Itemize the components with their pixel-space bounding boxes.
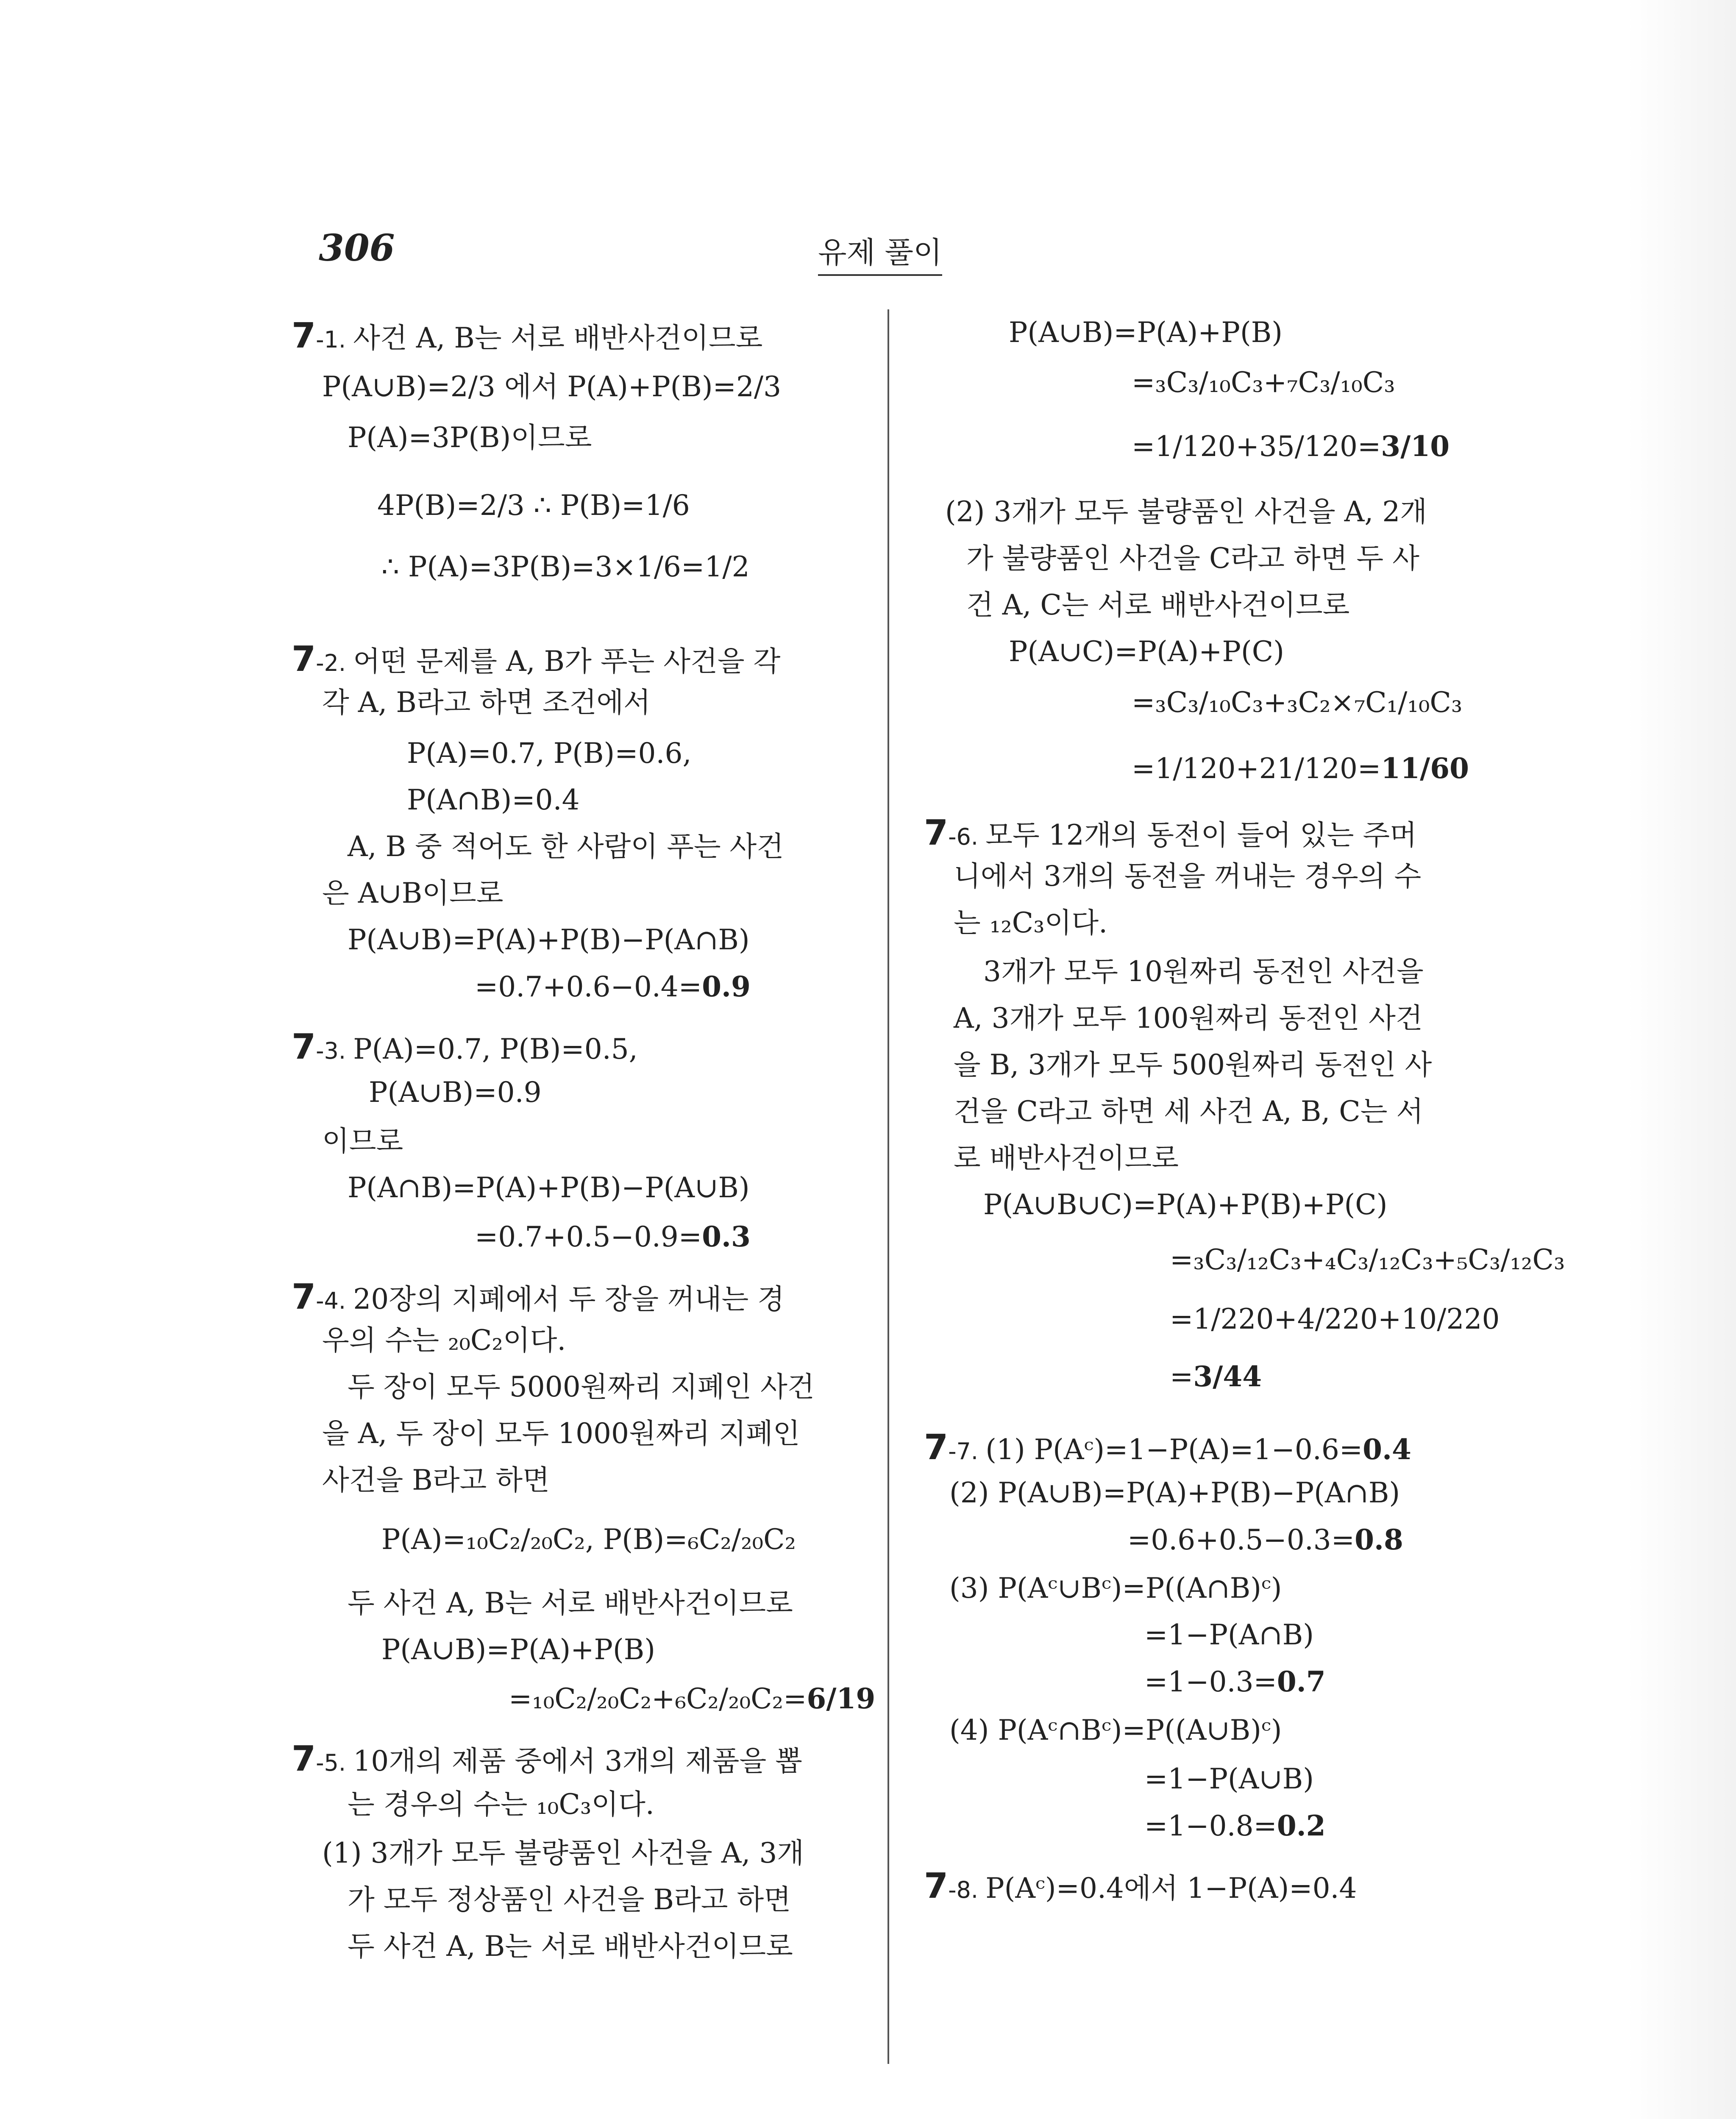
left-text-line <box>348 1788 654 1821</box>
right-text-line <box>945 495 1427 528</box>
line-text: = <box>1170 1360 1194 1393</box>
left-text-line <box>381 1523 796 1556</box>
line-text: P(A∪C)=P(A)+P(C) <box>1009 635 1284 668</box>
line-text: =1−0.8= <box>1144 1810 1277 1842</box>
line-text: 두 장이 모두 5000원짜리 지폐인 사건 <box>348 1371 815 1403</box>
left-text-line <box>322 370 782 403</box>
right-text-line <box>949 1479 1400 1507</box>
left-text-line <box>407 786 580 814</box>
line-text: 로 배반사건이므로 <box>954 1142 1179 1174</box>
line-text: P(A∪B)=P(A)+P(B) <box>381 1633 655 1666</box>
line-text: (3) P(Aᶜ∪Bᶜ)=P((A∩B)ᶜ) <box>949 1572 1282 1605</box>
line-text: (2) P(A∪B)=P(A)+P(B)−P(A∩B) <box>949 1477 1400 1509</box>
line-text: 을 A, 두 장이 모두 1000원짜리 지폐인 <box>322 1417 800 1450</box>
right-text-line <box>1009 316 1283 349</box>
problem-7-4-heading <box>292 1277 785 1317</box>
answer-value: 0.2 <box>1277 1809 1326 1842</box>
left-text-line <box>509 1682 876 1715</box>
line-text: P(A∪B∪C)=P(A)+P(B)+P(C) <box>983 1188 1388 1221</box>
left-text-line <box>348 1589 793 1617</box>
right-text-line <box>954 1048 1432 1081</box>
line-text: 모두 12개의 동전이 들어 있는 주머 <box>985 819 1417 851</box>
right-text-line <box>966 542 1419 575</box>
line-text: P(A∪B)=2/3 에서 P(A)+P(B)=2/3 <box>322 370 782 403</box>
right-text-line <box>1170 1243 1565 1276</box>
problem-7-8-heading <box>924 1866 1357 1906</box>
left-text-line <box>381 1633 655 1666</box>
problem-7-2-heading <box>292 639 781 679</box>
line-text: 가 불량품인 사건을 C라고 하면 두 사 <box>966 542 1419 575</box>
line-text: P(A∪B)=P(A)+P(B)−P(A∩B) <box>348 923 750 956</box>
line-text: 두 사건 A, B는 서로 배반사건이므로 <box>348 1930 793 1963</box>
problem-number: 7 <box>292 316 316 356</box>
line-text: 우의 수는 ₂₀C₂이다. <box>322 1324 566 1357</box>
right-text-line <box>983 1188 1388 1221</box>
problem-7-7-heading <box>924 1427 1411 1468</box>
problem-subnumber: -2. <box>316 650 353 676</box>
problem-number: 7 <box>292 1277 316 1317</box>
line-text: =1−0.3= <box>1144 1666 1277 1698</box>
line-text: 각 A, B라고 하면 조건에서 <box>322 686 651 719</box>
line-text: (4) P(Aᶜ∩Bᶜ)=P((A∪B)ᶜ) <box>949 1714 1282 1746</box>
right-text-line <box>954 909 1107 937</box>
left-text-line <box>475 1220 751 1253</box>
problem-7-1-heading <box>292 316 763 356</box>
line-text: 사건을 B라고 하면 <box>322 1464 550 1496</box>
line-text: P(A)=3P(B)이므로 <box>348 421 592 454</box>
line-text: 는 경우의 수는 ₁₀C₃이다. <box>348 1788 654 1821</box>
right-text-line <box>966 591 1349 619</box>
line-text: 어떤 문제를 A, B가 푸는 사건을 각 <box>353 645 781 678</box>
answer-value: 0.3 <box>702 1220 751 1253</box>
left-text-line <box>407 737 692 770</box>
line-text: =1/220+4/220+10/220 <box>1170 1303 1500 1335</box>
answer-value: 6/19 <box>807 1682 876 1715</box>
line-text: A, 3개가 모두 100원짜리 동전인 사건 <box>954 1002 1423 1034</box>
right-text-line <box>1144 1665 1326 1698</box>
line-text: 10개의 제품 중에서 3개의 제품을 뽑 <box>353 1745 802 1777</box>
answer-value: 11/60 <box>1381 752 1469 785</box>
answer-value: 0.9 <box>702 970 751 1003</box>
page-title: 유제 풀이 <box>818 229 942 276</box>
line-text: 두 사건 A, B는 서로 배반사건이므로 <box>348 1587 793 1619</box>
problem-number: 7 <box>292 1739 316 1779</box>
line-text: =1/120+21/120= <box>1132 752 1381 785</box>
line-text: P(A∩B)=0.4 <box>407 784 580 816</box>
right-text-line <box>949 1716 1282 1744</box>
left-text-line <box>322 1324 566 1357</box>
line-text: =0.7+0.5−0.9= <box>475 1221 702 1253</box>
problem-number: 7 <box>924 813 949 853</box>
line-text: =1/120+35/120= <box>1132 430 1381 463</box>
left-text-line <box>322 879 503 907</box>
right-text-line <box>1009 635 1284 668</box>
problem-7-3-heading <box>292 1027 638 1067</box>
answer-value: 0.4 <box>1363 1433 1411 1466</box>
line-text: 4P(B)=2/3 ∴ P(B)=1/6 <box>377 489 690 522</box>
problem-7-6-heading <box>924 813 1417 853</box>
left-text-line <box>348 1930 793 1963</box>
line-text: (2) 3개가 모두 불량품인 사건을 A, 2개 <box>945 495 1427 528</box>
line-text: 가 모두 정상품인 사건을 B라고 하면 <box>348 1883 791 1916</box>
line-text: =₃C₃/₁₀C₃+₇C₃/₁₀C₃ <box>1132 366 1395 399</box>
right-text-line <box>1132 432 1449 461</box>
line-text: 이므로 <box>322 1125 403 1157</box>
right-text-line <box>954 1095 1424 1128</box>
line-text: A, B 중 적어도 한 사람이 푸는 사건 <box>348 830 784 863</box>
right-text-line <box>1132 754 1469 783</box>
problem-7-5-heading <box>292 1739 802 1779</box>
line-text: 건을 C라고 하면 세 사건 A, B, C는 서 <box>954 1095 1424 1128</box>
line-text: =₃C₃/₁₂C₃+₄C₃/₁₂C₃+₅C₃/₁₂C₃ <box>1170 1243 1565 1276</box>
line-text: =₁₀C₂/₂₀C₂+₆C₂/₂₀C₂= <box>509 1682 807 1715</box>
column-divider <box>887 309 889 2064</box>
line-text: 는 ₁₂C₃이다. <box>954 907 1108 939</box>
line-text: P(A)=₁₀C₂/₂₀C₂, P(B)=₆C₂/₂₀C₂ <box>381 1523 796 1556</box>
left-text-line <box>348 923 750 956</box>
line-text: ∴ P(A)=3P(B)=3×1/6=1/2 <box>381 551 750 583</box>
line-text: P(A)=0.7, P(B)=0.6, <box>407 737 692 770</box>
right-text-line <box>954 1144 1179 1172</box>
right-text-line <box>983 955 1424 988</box>
problem-subnumber: -4. <box>316 1288 353 1314</box>
problem-subnumber: -6. <box>948 823 986 850</box>
line-text: 3개가 모두 10원짜리 동전인 사건을 <box>983 955 1424 988</box>
page-number: 306 <box>319 227 395 270</box>
left-text-line <box>348 1883 791 1916</box>
right-text-line <box>1132 366 1395 399</box>
left-text-line <box>322 1466 550 1494</box>
line-text: 건 A, C는 서로 배반사건이므로 <box>966 589 1350 621</box>
left-text-line <box>381 553 750 581</box>
answer-value: 0.7 <box>1277 1665 1326 1698</box>
left-text-line <box>322 1127 403 1155</box>
left-text-line <box>348 1171 750 1204</box>
left-text-line <box>322 1839 804 1867</box>
problem-subnumber: -1. <box>316 326 353 353</box>
problem-number: 7 <box>924 1866 949 1906</box>
left-text-line <box>322 1417 800 1450</box>
left-text-line <box>369 1076 542 1109</box>
left-text-line <box>348 421 592 454</box>
problem-number: 7 <box>292 1027 316 1067</box>
right-text-line <box>1170 1360 1262 1393</box>
left-text-line <box>475 970 751 1003</box>
right-text-line <box>1144 1809 1326 1842</box>
right-text-line <box>954 860 1422 893</box>
left-text-line <box>348 1373 815 1401</box>
left-text-line <box>377 489 690 522</box>
right-text-line <box>1144 1765 1314 1793</box>
problem-subnumber: -8. <box>948 1877 986 1903</box>
right-text-line <box>954 1004 1423 1032</box>
line-text: (1) 3개가 모두 불량품인 사건을 A, 3개 <box>322 1837 804 1869</box>
line-text: P(A∩B)=P(A)+P(B)−P(A∪B) <box>348 1171 750 1204</box>
problem-number: 7 <box>924 1427 949 1468</box>
line-text: 은 A∪B이므로 <box>322 877 504 909</box>
left-text-line <box>322 686 651 719</box>
line-text: =0.7+0.6−0.4= <box>475 971 702 1003</box>
line-text: P(A∪B)=P(A)+P(B) <box>1009 316 1283 349</box>
line-text: 니에서 3개의 동전을 꺼내는 경우의 수 <box>954 860 1422 893</box>
answer-value: 3/10 <box>1381 430 1450 463</box>
line-text: =₃C₃/₁₀C₃+₃C₂×₇C₁/₁₀C₃ <box>1132 686 1463 719</box>
line-text: (1) P(Aᶜ)=1−P(A)=1−0.6= <box>985 1433 1363 1466</box>
problem-number: 7 <box>292 639 316 679</box>
right-text-line <box>1170 1305 1500 1333</box>
problem-subnumber: -7. <box>948 1438 986 1465</box>
problem-subnumber: -5. <box>316 1749 353 1776</box>
line-text: =0.6+0.5−0.3= <box>1127 1524 1355 1556</box>
problem-subnumber: -3. <box>316 1037 353 1064</box>
right-text-line <box>1127 1523 1403 1556</box>
answer-value: 0.8 <box>1355 1523 1403 1556</box>
line-text: =1−P(A∪B) <box>1144 1763 1314 1795</box>
scan-edge <box>1628 0 1736 2119</box>
right-text-line <box>949 1572 1282 1605</box>
right-text-line <box>1132 686 1463 719</box>
line-text: =1−P(A∩B) <box>1144 1618 1314 1651</box>
answer-value: 3/44 <box>1193 1360 1262 1393</box>
line-text: P(A)=0.7, P(B)=0.5, <box>353 1033 638 1065</box>
right-text-line <box>1144 1618 1314 1651</box>
line-text: 20장의 지폐에서 두 장을 꺼내는 경 <box>353 1283 785 1315</box>
line-text: P(A∪B)=0.9 <box>369 1076 542 1109</box>
left-text-line <box>348 830 784 863</box>
line-text: 사건 A, B는 서로 배반사건이므로 <box>353 322 763 354</box>
line-text: P(Aᶜ)=0.4에서 1−P(A)=0.4 <box>985 1872 1357 1905</box>
line-text: 을 B, 3개가 모두 500원짜리 동전인 사 <box>954 1048 1432 1081</box>
